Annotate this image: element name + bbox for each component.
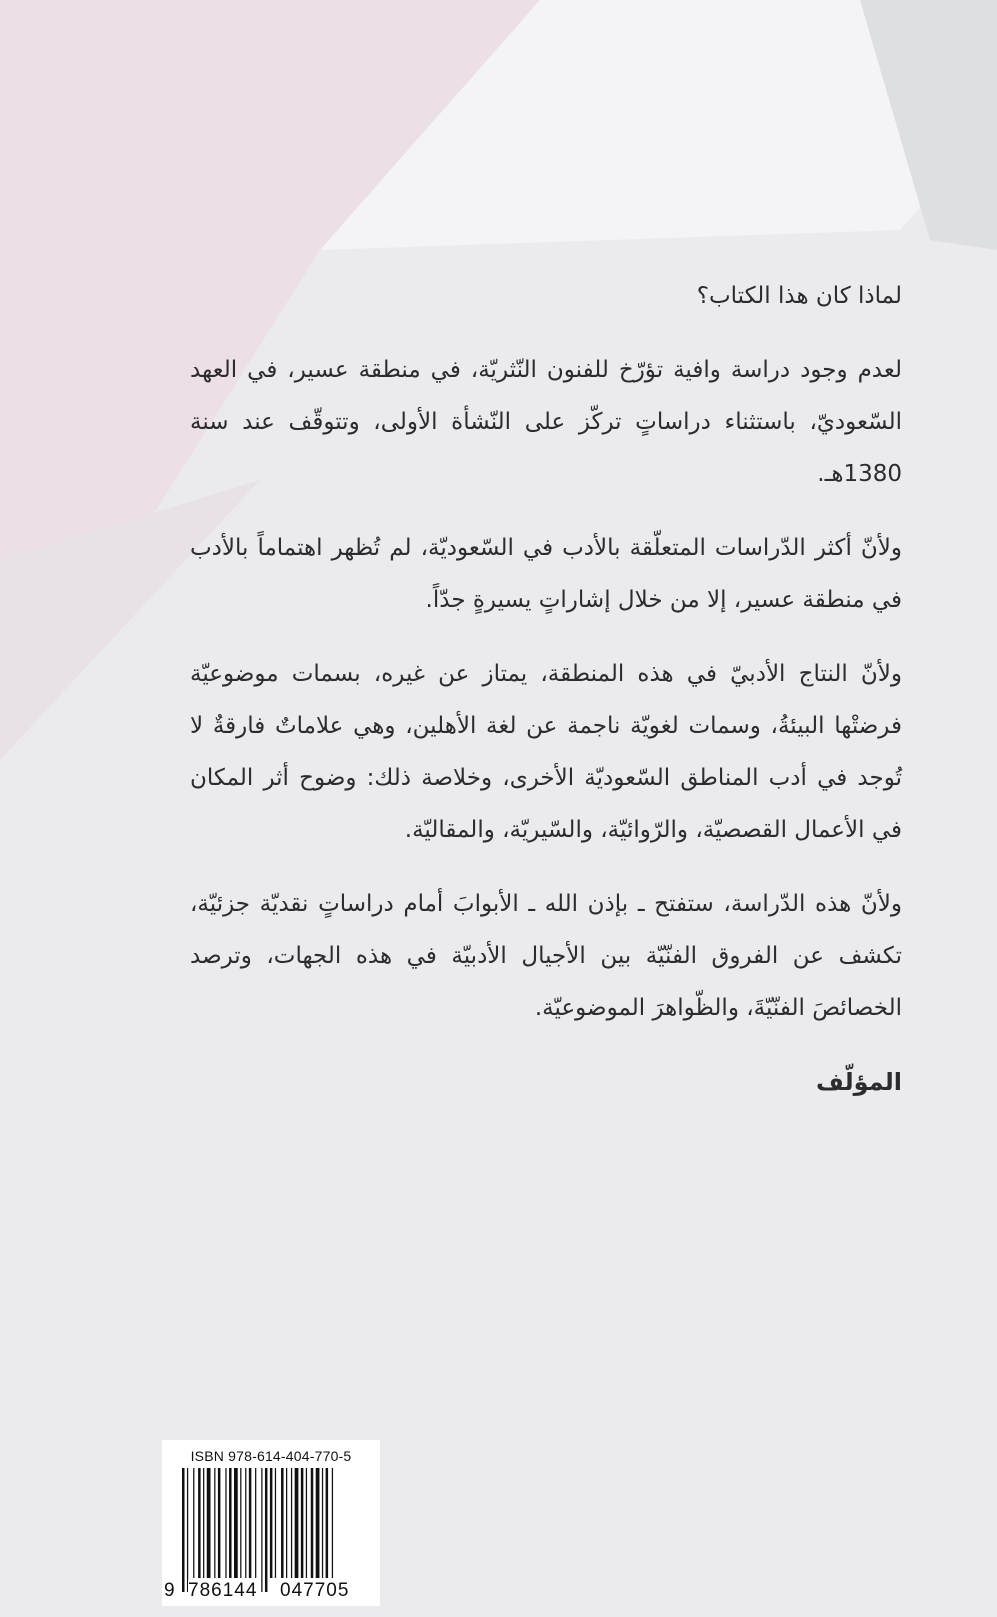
barcode-bar [214,1468,215,1578]
barcode-digits-group-1: 786144 [188,1580,258,1601]
barcode-bar [249,1468,252,1578]
barcode-bar [198,1468,201,1578]
blurb-paragraph-2: ولأنّ أكثر الدّراسات المتعلّقة بالأدب في السّعوديّة، لم تُظهر اهتماماً بالأدب في منطقة عسير، إلا من خلال إشاراتٍ يسيرةٍ جدّاً. [190,535,902,613]
barcode-bar [240,1468,241,1578]
barcode-bar [281,1468,284,1578]
barcode-bar [286,1468,287,1578]
isbn-barcode [162,1440,380,1606]
barcode-bar [311,1468,314,1578]
barcode-bar [207,1468,211,1578]
barcode-bar [182,1468,185,1592]
barcode-bar [187,1468,188,1592]
barcode-bar [255,1468,256,1578]
barcode-bars [168,1468,374,1596]
barcode-bar [295,1468,299,1578]
barcode-bar [291,1468,292,1578]
barcode-bar [193,1468,194,1578]
blurb-paragraph-3: ولأنّ النتاج الأدبيّ في هذه المنطقة، يمتاز عن غيره، بسمات موضوعيّة فرضتْها البيئةُ، وسمات لغويّة ناجمة عن لغة الأهلين، وهي علاماتٌ فارقةٌ لا تُوجد في أدب المناطق السّعوديّة الأخرى، وخلاصة ذلك: وضوح أثر المكان في الأعمال القصصيّة، والرّوائيّة، والسّيريّة، والمقاليّة. [190,661,902,843]
blurb-heading: لماذا كان هذا الكتاب؟ [696,283,902,309]
barcode-bar [261,1468,262,1592]
barcode-bar [265,1468,268,1592]
barcode-bar [275,1468,276,1578]
barcode-bar [229,1468,232,1578]
barcode-bar [234,1468,238,1578]
barcode-bar [322,1468,323,1578]
barcode-digits-group-2: 047705 [280,1580,350,1601]
barcode-bar [203,1468,204,1578]
blurb-paragraph-4: ولأنّ هذه الدّراسة، ستفتح ـ بإذن الله ـ الأبوابَ أمام دراساتٍ نقديّة جزئيّة، تكشف عن الفروق الفنّيّة بين الأجيال الأدبيّة في هذه الجهات، وترصد الخصائصَ الفنّيّةَ، والظّواهرَ الموضوعيّة. [190,891,902,1021]
barcode-bar [326,1468,329,1578]
blurb [190,270,902,1108]
blurb-paragraph-1: لعدم وجود دراسة وافية تؤرّخ للفنون النّثريّة، في منطقة عسير، في العهد السّعوديّ، باستثناء دراساتٍ تركّز على النّشأة الأولى، وتتوقّف عند سنة 1380هـ. [190,357,902,487]
barcode-bar [270,1468,273,1578]
barcode-bar [218,1468,221,1578]
barcode-bar [316,1468,320,1578]
barcode-bar [332,1468,333,1578]
isbn-label: ISBN 978-614-404-770-5 [190,1448,352,1464]
barcode-bar [306,1468,307,1578]
barcode-bar [225,1468,226,1578]
barcode-digit-lead: 9 [164,1580,176,1601]
author-signature: المؤلّف [816,1068,902,1096]
barcode-bar [301,1468,304,1578]
barcode-bar [245,1468,246,1578]
